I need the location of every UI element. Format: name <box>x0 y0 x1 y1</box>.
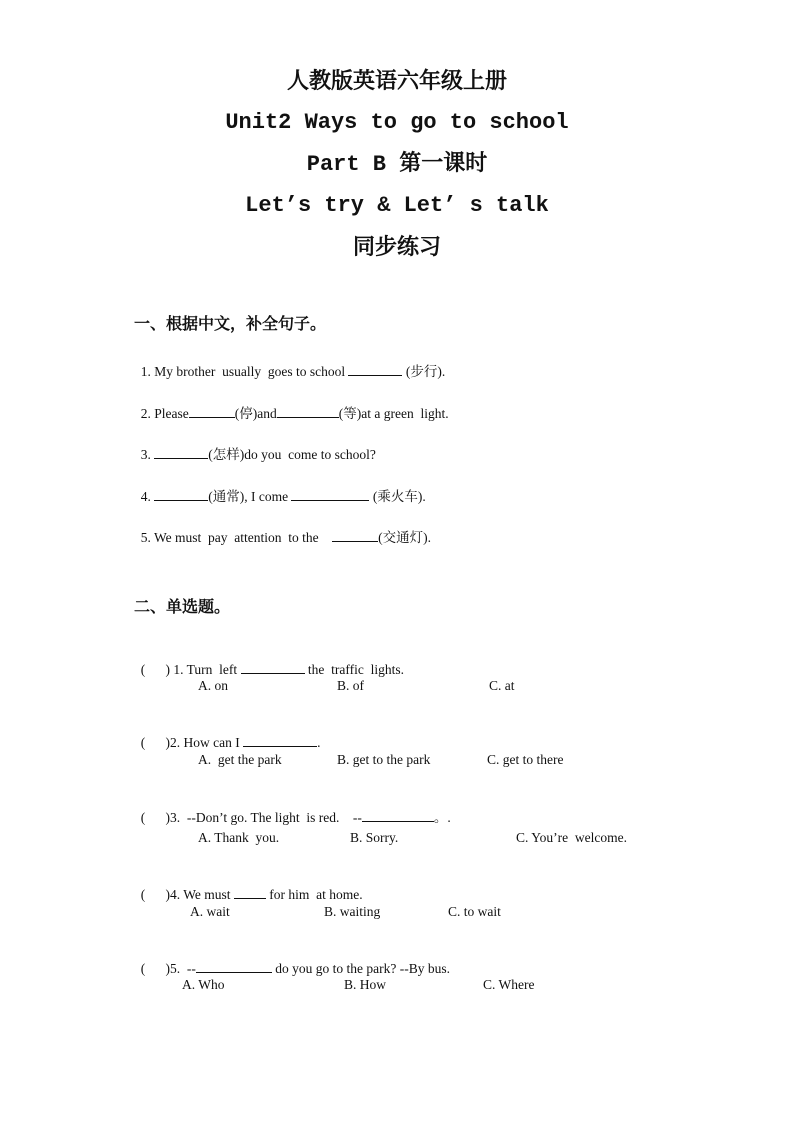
answer-blank[interactable] <box>291 486 369 501</box>
question-text: 4. We must <box>170 887 234 902</box>
option-a[interactable]: A. Who <box>182 977 225 992</box>
option-c[interactable]: C. to wait <box>448 904 501 919</box>
option-c[interactable]: C. Where <box>483 977 535 992</box>
option-b[interactable]: B. waiting <box>324 904 381 919</box>
fill-item-text: (交通灯). <box>378 530 432 545</box>
mc-question-3 <box>134 789 451 827</box>
title-line-2: Unit2 Ways to go to school <box>225 110 569 135</box>
fill-item-text: (等)at a green light. <box>338 406 449 421</box>
answer-parentheses[interactable]: ( ) <box>140 810 170 825</box>
title-line-4: Let’s try & Let’ s talk <box>245 193 549 218</box>
fill-item-text: 2. Please <box>140 406 189 421</box>
fill-item-2 <box>134 385 449 423</box>
mc-question-2 <box>134 714 320 752</box>
answer-blank <box>362 807 434 822</box>
fill-item-text: 4. <box>140 489 155 504</box>
title-line-3: Part B 第一课时 <box>306 152 488 177</box>
fill-item-1 <box>134 343 445 381</box>
question-text: the traffic lights. <box>304 662 404 677</box>
title-line-1: 人教版英语六年级上册 <box>286 68 507 93</box>
fill-item-text: 1. My brother usually goes to school <box>140 364 349 379</box>
section-2-heading: 二、单选题。 <box>134 597 231 616</box>
option-b[interactable]: B. get to the park <box>337 752 431 767</box>
question-text: 1. Turn left <box>170 662 241 677</box>
question-text: 3. --Don’t go. The light is red. -- <box>170 810 362 825</box>
answer-blank <box>243 732 317 747</box>
section-1-heading: 一、根据中文，补全句子。 <box>134 314 327 333</box>
answer-blank[interactable] <box>277 403 339 418</box>
answer-blank[interactable] <box>154 444 208 459</box>
question-text: 2. How can I <box>170 735 244 750</box>
answer-blank <box>196 958 272 973</box>
option-c[interactable]: C. get to there <box>487 752 564 767</box>
option-b[interactable]: B. of <box>337 678 364 693</box>
fill-item-text: (停)and <box>234 406 277 421</box>
option-c[interactable]: C. at <box>489 678 515 693</box>
answer-parentheses[interactable]: ( ) <box>140 735 170 750</box>
fill-item-text: (怎样)do you come to school? <box>208 447 376 462</box>
answer-parentheses[interactable]: ( ) <box>140 662 170 677</box>
fill-item-text: 3. <box>140 447 155 462</box>
option-b[interactable]: B. Sorry. <box>350 830 399 845</box>
answer-blank <box>241 659 305 674</box>
mc-question-4 <box>134 866 363 904</box>
fill-item-4 <box>134 468 426 506</box>
answer-blank <box>234 884 266 899</box>
fill-item-5 <box>134 509 431 547</box>
question-text: . <box>317 735 321 750</box>
title-line-5: 同步练习 <box>352 234 441 259</box>
option-a[interactable]: A. Thank you. <box>198 830 280 845</box>
question-text: 5. -- <box>170 961 196 976</box>
answer-blank[interactable] <box>332 527 378 542</box>
option-a[interactable]: A. wait <box>190 904 230 919</box>
mc-question-1 <box>134 641 404 679</box>
fill-item-text: (步行). <box>402 364 446 379</box>
option-b[interactable]: B. How <box>344 977 387 992</box>
answer-parentheses[interactable]: ( ) <box>140 961 170 976</box>
option-a[interactable]: A. on <box>198 678 228 693</box>
fill-item-3 <box>134 426 376 464</box>
question-text: 。. <box>433 810 451 825</box>
answer-blank[interactable] <box>189 403 235 418</box>
answer-parentheses[interactable]: ( ) <box>140 887 170 902</box>
answer-blank[interactable] <box>154 486 208 501</box>
fill-item-text: (通常), I come <box>208 489 292 504</box>
option-c[interactable]: C. You’re welcome. <box>516 830 627 845</box>
option-a[interactable]: A. get the park <box>198 752 282 767</box>
answer-blank[interactable] <box>348 361 402 376</box>
fill-item-text: (乘火车). <box>369 489 426 504</box>
question-text: for him at home. <box>265 887 363 902</box>
mc-question-5 <box>134 940 450 978</box>
question-text: do you go to the park? --By bus. <box>271 961 450 976</box>
fill-item-text: 5. We must pay attention to the <box>140 530 333 545</box>
